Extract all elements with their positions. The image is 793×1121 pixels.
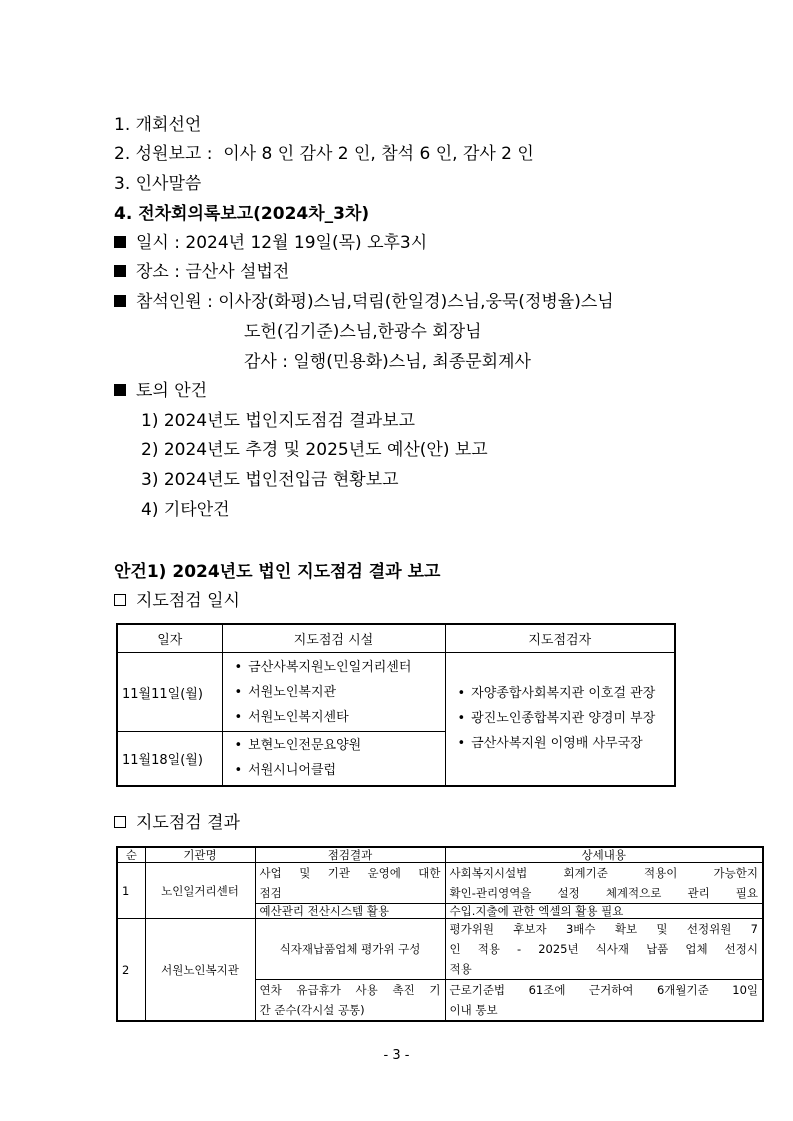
schedule-label: 지도점검 일시 bbox=[114, 590, 240, 612]
inspector-item: • 자양종합사회복지관 이호걸 관장 bbox=[458, 681, 671, 706]
facility-item: • 서원노인복지센타 bbox=[235, 705, 441, 730]
attendees-cont-2: 감사 : 일행(민용화)스님, 최종문회계사 bbox=[244, 352, 531, 372]
header-inspector: 지도점검자 bbox=[445, 624, 675, 653]
square-bullet-icon bbox=[114, 265, 126, 277]
schedule-table bbox=[116, 623, 676, 787]
result-cell: 식자재납품업체 평가위 구성 bbox=[255, 919, 445, 980]
header-no: 순 bbox=[117, 847, 145, 863]
header-org: 기관명 bbox=[145, 847, 255, 863]
header-date: 일자 bbox=[117, 624, 222, 653]
topic-1: 1) 2024년도 법인지도점검 결과보고 bbox=[141, 411, 415, 431]
date-cell: 11월18일(월) bbox=[117, 732, 222, 786]
detail-cell: 사회복지시설법 회계기준 적용이 가능한지 확인-관리영역을 설정 체계적으로 관리 필요 bbox=[445, 863, 763, 904]
agenda-item-1: 1. 개회선언 bbox=[114, 115, 202, 135]
org-name: 서원노인복지관 bbox=[145, 919, 255, 1022]
topics-label: 토의 안건 bbox=[114, 380, 207, 402]
date-cell: 11월11일(월) bbox=[117, 653, 222, 732]
topic-4: 4) 기타안건 bbox=[141, 500, 230, 520]
row-number: 2 bbox=[117, 919, 145, 1022]
square-bullet-icon bbox=[114, 236, 126, 248]
result-label: 지도점검 결과 bbox=[114, 812, 240, 834]
header-detail: 상세내용 bbox=[445, 847, 763, 863]
meeting-date: 일시 : 2024년 12월 19일(목) 오후3시 bbox=[114, 232, 427, 254]
inspector-item: • 광진노인종합복지관 양경미 부장 bbox=[458, 706, 671, 731]
attendees-cont-1: 도헌(김기준)스님,한광수 회장님 bbox=[244, 322, 482, 342]
inspector-list bbox=[445, 653, 675, 786]
facility-item: • 서원시니어클럽 bbox=[235, 758, 441, 783]
result-cell: 사업 및 기관 운영에 대한 점검 bbox=[255, 863, 445, 904]
table-row bbox=[117, 863, 763, 904]
facility-item: • 서원노인복지관 bbox=[235, 680, 441, 705]
topic-2: 2) 2024년도 추경 및 2025년도 예산(안) 보고 bbox=[141, 440, 488, 460]
topic-3: 3) 2024년도 법인전입금 현황보고 bbox=[141, 470, 399, 490]
item1-heading: 안건1) 2024년도 법인 지도점검 결과 보고 bbox=[114, 562, 441, 582]
detail-cell: 평가위원 후보자 3배수 확보 및 선정위원 7 인 적용 - 2025년 식사재 납품 업체 선정시 적용 bbox=[445, 919, 763, 980]
header-result: 점검결과 bbox=[255, 847, 445, 863]
agenda-item-2: 2. 성원보고 : 이사 8 인 감사 2 인, 참석 6 인, 감사 2 인 bbox=[114, 144, 534, 164]
row-number: 1 bbox=[117, 863, 145, 919]
page-number: - 3 - bbox=[383, 1048, 410, 1063]
meeting-place: 장소 : 금산사 설법전 bbox=[114, 261, 289, 283]
inspector-item: • 금산사복지원 이영배 사무국장 bbox=[458, 731, 671, 756]
facility-item: • 금산사복지원노인일거리센터 bbox=[235, 655, 441, 680]
table-row bbox=[117, 919, 763, 980]
square-bullet-icon bbox=[114, 384, 126, 396]
result-cell: 예산관리 전산시스템 활용 bbox=[255, 904, 445, 919]
facility-list bbox=[222, 732, 445, 786]
org-name: 노인일거리센터 bbox=[145, 863, 255, 919]
detail-cell: 근로기준법 61조에 근거하여 6개월기준 10일 이내 통보 bbox=[445, 980, 763, 1022]
facility-list bbox=[222, 653, 445, 732]
agenda-item-3: 3. 인사말씀 bbox=[114, 174, 202, 194]
result-table bbox=[116, 846, 764, 1022]
result-cell: 연차 유급휴가 사용 촉진 기 간 준수(각시설 공통) bbox=[255, 980, 445, 1022]
checkbox-square-icon bbox=[114, 816, 126, 828]
facility-item: • 보현노인전문요양원 bbox=[235, 733, 441, 758]
attendees: 참석인원 : 이사장(화평)스님,덕림(한일경)스님,웅묵(정병율)스님 bbox=[114, 291, 614, 313]
checkbox-square-icon bbox=[114, 594, 126, 606]
detail-cell: 수입.지출에 관한 엑셀의 활용 필요 bbox=[445, 904, 763, 919]
prev-minutes-heading: 4. 전차회의록보고(2024차_3차) bbox=[114, 204, 370, 224]
header-facility: 지도점검 시설 bbox=[222, 624, 445, 653]
square-bullet-icon bbox=[114, 295, 126, 307]
